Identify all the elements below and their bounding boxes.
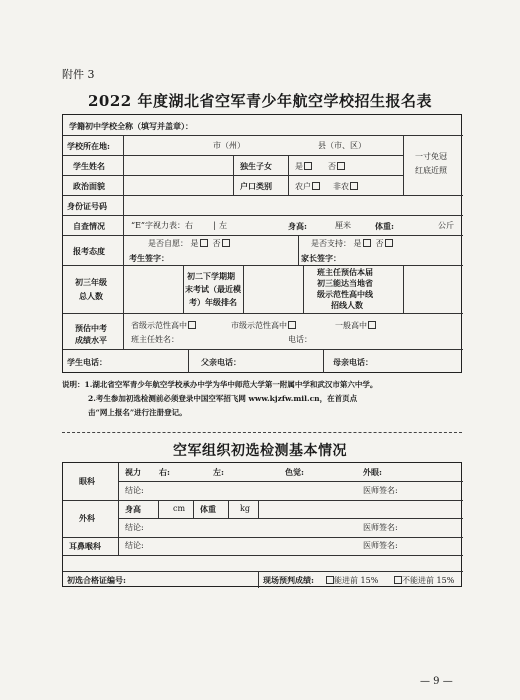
predict-2: 成绩水平 <box>75 335 107 345</box>
kg-unit: 公斤 <box>438 221 454 230</box>
only-child-no[interactable]: 否 <box>328 162 345 171</box>
eye-label: 眼科 <box>79 476 95 486</box>
normal-option[interactable]: 一般高中 <box>335 321 376 330</box>
height-label: 身高: <box>288 221 307 231</box>
weight-label: 体重: <box>375 221 394 231</box>
city-label: 市（州） <box>213 141 245 150</box>
id-number-label: 身份证号码 <box>67 201 107 211</box>
student-name-label: 学生姓名 <box>73 161 105 171</box>
vision-label: 视力 <box>125 467 141 477</box>
screening-form <box>62 462 462 587</box>
student-sign-label: 考生签字： <box>129 253 169 263</box>
color-vision-label: 色觉: <box>285 467 304 477</box>
ent-conclusion-label: 结论: <box>125 541 144 550</box>
fail-option[interactable]: 不能进前 15% <box>393 576 454 585</box>
city-level-option[interactable]: 市级示范性高中 <box>231 321 296 330</box>
cut-line <box>62 432 462 433</box>
political-label: 政治面貌 <box>73 181 105 191</box>
left-eye-label: 左: <box>213 467 224 477</box>
notes <box>62 378 462 420</box>
school-location-label: 学校所在地: <box>67 141 110 151</box>
only-child-yes[interactable]: 是 <box>295 162 312 171</box>
predict-1: 预估中考 <box>75 323 107 333</box>
page-number: — 9 — <box>420 676 453 687</box>
attitude-label: 报考态度 <box>73 246 105 256</box>
pass-option[interactable]: 能进前 15% <box>325 576 378 585</box>
eye-conclusion-label: 结论: <box>125 486 144 495</box>
cert-number-label: 初选合格证编号: <box>67 575 126 585</box>
key-school-3: 级示范性高中线 <box>317 289 373 299</box>
teacher-phone-label: 电话： <box>288 335 312 344</box>
self-check-label: 自查情况 <box>73 221 105 231</box>
surgery-doctor-sign: 医师签名: <box>363 523 398 532</box>
form-title: 2022 年度湖北省空军青少年航空学校招生报名表 <box>88 92 432 110</box>
cm-unit: 厘米 <box>335 221 351 230</box>
eye-doctor-sign: 医师签名: <box>363 486 398 495</box>
grade2-rank-1: 初二下学期期 <box>187 271 235 281</box>
section2-title: 空军组织初选检测基本情况 <box>173 443 347 459</box>
student-phone-label: 学生电话： <box>67 357 107 367</box>
cm-unit-2: cm <box>173 504 186 513</box>
county-label: 县（市、区） <box>318 141 366 150</box>
teacher-name-label: 班主任姓名： <box>131 335 179 344</box>
attachment-label: 附件 3 <box>62 68 95 81</box>
photo-note-2: 红底近照 <box>415 166 447 175</box>
willing-label: 是否自愿： 是 否 <box>148 239 230 248</box>
ent-label: 耳鼻喉科 <box>69 541 101 551</box>
father-phone-label: 父亲电话： <box>201 357 241 367</box>
notes-label: 说明： <box>62 380 85 389</box>
only-child-label: 独生子女 <box>240 161 272 171</box>
height-label-2: 身高 <box>125 504 141 514</box>
weight-label-2: 体重 <box>200 504 216 514</box>
grade2-rank-3: 考）年级排名 <box>189 297 237 307</box>
hukou-label: 户口类别 <box>240 181 272 191</box>
hukou-nonrural[interactable]: 非农 <box>333 182 358 191</box>
key-school-2: 初三能达当地省 <box>317 278 373 288</box>
note-2a: 2.考生参加初选检测前必须登录中国空军招飞网 www.kjzfw.mil.cn，在首页点 <box>88 394 358 403</box>
grade3-total-1: 初三年级 <box>75 277 107 287</box>
registration-form: 学籍初中学校全称（填写并盖章）： 学校所在地: 市（州） 县（市、区） 一寸免冠 红底近照 学生姓名 独生子女 是 否 政治面貌 户口类别 农户 非农 身份证号码 自查情况 “E”字视力表：右 | 左 身高: 厘米 体重: 公斤 报考态度 是否自愿： 是 否 考生签字： 是否支持： 是 否 家长签字： 初三年级 总人数 初二下学期期 末考试（最近模 考）年级排名 班主任预估本届 初三能达当地省 级示范性高中线 招线人数 预估中考 成绩水平 省级示范性高中 市级示范性高中 一般高中 班主任姓名： 电话： 学生电话： 父亲电话： 母亲电话： <box>62 114 462 373</box>
surgery-conclusion-label: 结论: <box>125 523 144 532</box>
provincial-option[interactable]: 省级示范性高中 <box>131 321 196 330</box>
ent-doctor-sign: 医师签名: <box>363 541 398 550</box>
grade2-rank-2: 末考试（最近模 <box>185 284 241 294</box>
key-school-1: 班主任预估本届 <box>317 267 373 277</box>
prediction-label: 现场预判成绩: <box>263 575 314 585</box>
kg-unit-2: kg <box>240 504 250 513</box>
hukou-rural[interactable]: 农户 <box>295 182 320 191</box>
photo-note-1: 一寸免冠 <box>415 152 447 161</box>
parent-sign-label: 家长签字： <box>301 253 341 263</box>
surgery-label: 外科 <box>79 513 95 523</box>
right-eye-label: 右: <box>159 467 170 477</box>
support-label: 是否支持： 是 否 <box>311 239 393 248</box>
note-2b: 击“网上报名”进行注册登记。 <box>88 408 187 417</box>
note-1: 1.湖北省空军青少年航空学校承办中学为华中师范大学第一附属中学和武汉市第六中学。 <box>84 380 378 389</box>
mother-phone-label: 母亲电话： <box>333 357 373 367</box>
vision-right-label: “E”字视力表：右 <box>131 221 194 230</box>
key-school-4: 招线人数 <box>331 300 363 310</box>
vision-left-label: 左 <box>219 221 227 230</box>
school-full-name-label: 学籍初中学校全称（填写并盖章）： <box>69 121 193 131</box>
external-eye-label: 外眼: <box>363 467 382 477</box>
grade3-total-2: 总人数 <box>79 291 103 301</box>
